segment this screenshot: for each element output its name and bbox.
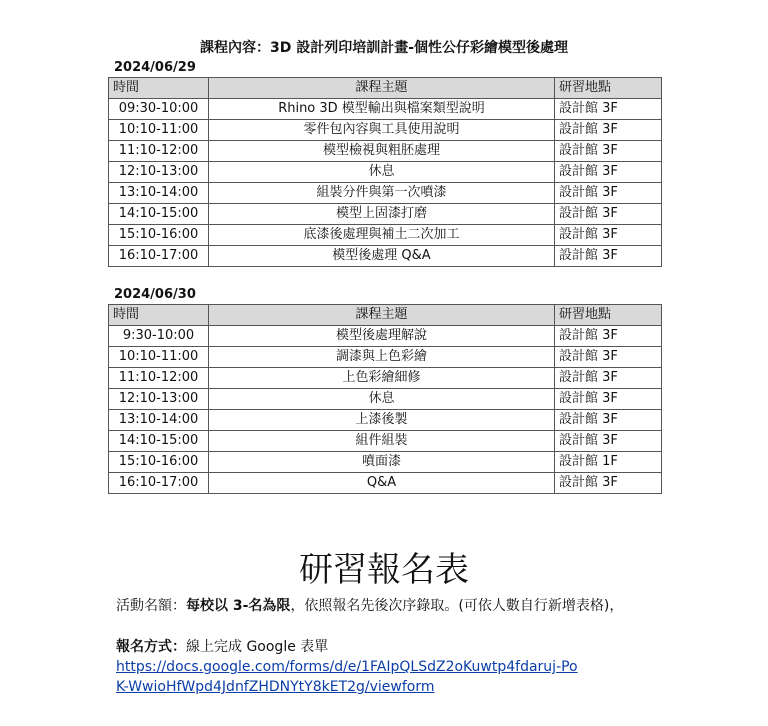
- header-time: 時間: [109, 305, 209, 326]
- table-row: [109, 183, 662, 204]
- row-venue: 設計館 3F: [555, 410, 662, 431]
- row-time: 16:10-17:00: [109, 246, 209, 267]
- row-venue: 設計館 3F: [555, 225, 662, 246]
- row-time: 13:10-14:00: [109, 183, 209, 204]
- row-venue: 設計館 3F: [555, 347, 662, 368]
- table-row: [109, 347, 662, 368]
- row-topic: 噴面漆: [209, 452, 555, 473]
- course-title: 課程內容：3D 設計列印培訓計畫-個性公仔彩繪模型後處理: [199, 40, 569, 56]
- header-time: 時間: [109, 78, 209, 99]
- quota-note: ，依照報名先後次序錄取。(可依人數自行新增表格)，: [290, 598, 624, 614]
- row-venue: 設計館 3F: [555, 368, 662, 389]
- row-venue: 設計館 3F: [555, 141, 662, 162]
- row-topic: 休息: [209, 162, 555, 183]
- row-topic: 底漆後處理與補土二次加工: [209, 225, 555, 246]
- day1-date: 2024/06/29: [114, 60, 196, 75]
- row-time: 09:30-10:00: [109, 99, 209, 120]
- google-form-link[interactable]: https://docs.google.com/forms/d/e/1FAIpQLSdZ2oKuwtp4fdaruj-PoK-WwioHfWpd4JdnfZHDNYtY8kET2g/viewform: [116, 659, 578, 695]
- row-venue: 設計館 3F: [555, 246, 662, 267]
- table-row: [109, 204, 662, 225]
- table-row: [109, 410, 662, 431]
- day1-schedule-table: [108, 77, 662, 267]
- header-venue: 研習地點: [555, 305, 662, 326]
- row-venue: 設計館 1F: [555, 452, 662, 473]
- day2-schedule-table: [108, 304, 662, 494]
- table-row: [109, 246, 662, 267]
- table-row: [109, 141, 662, 162]
- row-venue: 設計館 3F: [555, 431, 662, 452]
- row-topic: 上漆後製: [209, 410, 555, 431]
- row-venue: 設計館 3F: [555, 183, 662, 204]
- row-topic: 調漆與上色彩繪: [209, 347, 555, 368]
- table-row: [109, 368, 662, 389]
- quota-limit: 每校以 3-名為限: [186, 598, 291, 614]
- row-time: 10:10-11:00: [109, 120, 209, 141]
- row-time: 13:10-14:00: [109, 410, 209, 431]
- row-topic: 模型後處理解說: [209, 326, 555, 347]
- row-time: 11:10-12:00: [109, 368, 209, 389]
- table-row: [109, 431, 662, 452]
- row-time: 16:10-17:00: [109, 473, 209, 494]
- signup-method: [116, 637, 328, 657]
- row-topic: 模型檢視與粗胚處理: [209, 141, 555, 162]
- row-topic: Rhino 3D 模型輸出與檔案類型說明: [209, 99, 555, 120]
- registration-form-title: 研習報名表: [299, 550, 469, 590]
- row-time: 15:10-16:00: [109, 225, 209, 246]
- row-venue: 設計館 3F: [555, 389, 662, 410]
- row-topic: 組件組裝: [209, 431, 555, 452]
- table-row: [109, 99, 662, 120]
- quota-label: 活動名額：: [116, 598, 186, 614]
- table-row: [109, 225, 662, 246]
- signup-method-label: 報名方式：: [116, 639, 186, 655]
- table-header-row: [109, 78, 662, 99]
- row-venue: 設計館 3F: [555, 162, 662, 183]
- row-venue: 設計館 3F: [555, 120, 662, 141]
- row-topic: 零件包內容與工具使用說明: [209, 120, 555, 141]
- row-time: 12:10-13:00: [109, 162, 209, 183]
- row-time: 12:10-13:00: [109, 389, 209, 410]
- table-row: [109, 473, 662, 494]
- row-time: 11:10-12:00: [109, 141, 209, 162]
- row-topic: 模型後處理 Q&A: [209, 246, 555, 267]
- row-time: 10:10-11:00: [109, 347, 209, 368]
- table-row: [109, 326, 662, 347]
- row-venue: 設計館 3F: [555, 326, 662, 347]
- row-topic: 休息: [209, 389, 555, 410]
- day2-date: 2024/06/30: [114, 287, 196, 302]
- signup-method-text: 線上完成 Google 表單: [186, 639, 329, 655]
- header-venue: 研習地點: [555, 78, 662, 99]
- row-venue: 設計館 3F: [555, 204, 662, 225]
- row-venue: 設計館 3F: [555, 473, 662, 494]
- quota-paragraph: [116, 596, 656, 616]
- row-topic: 模型上固漆打磨: [209, 204, 555, 225]
- table-header-row: [109, 305, 662, 326]
- row-topic: Q&A: [209, 473, 555, 494]
- table-row: [109, 120, 662, 141]
- header-topic: 課程主題: [209, 78, 555, 99]
- header-topic: 課程主題: [209, 305, 555, 326]
- table-row: [109, 452, 662, 473]
- table-row: [109, 389, 662, 410]
- row-venue: 設計館 3F: [555, 99, 662, 120]
- table-row: [109, 162, 662, 183]
- row-time: 14:10-15:00: [109, 431, 209, 452]
- row-time: 15:10-16:00: [109, 452, 209, 473]
- row-topic: 組裝分件與第一次噴漆: [209, 183, 555, 204]
- row-time: 9:30-10:00: [109, 326, 209, 347]
- row-topic: 上色彩繪細修: [209, 368, 555, 389]
- row-time: 14:10-15:00: [109, 204, 209, 225]
